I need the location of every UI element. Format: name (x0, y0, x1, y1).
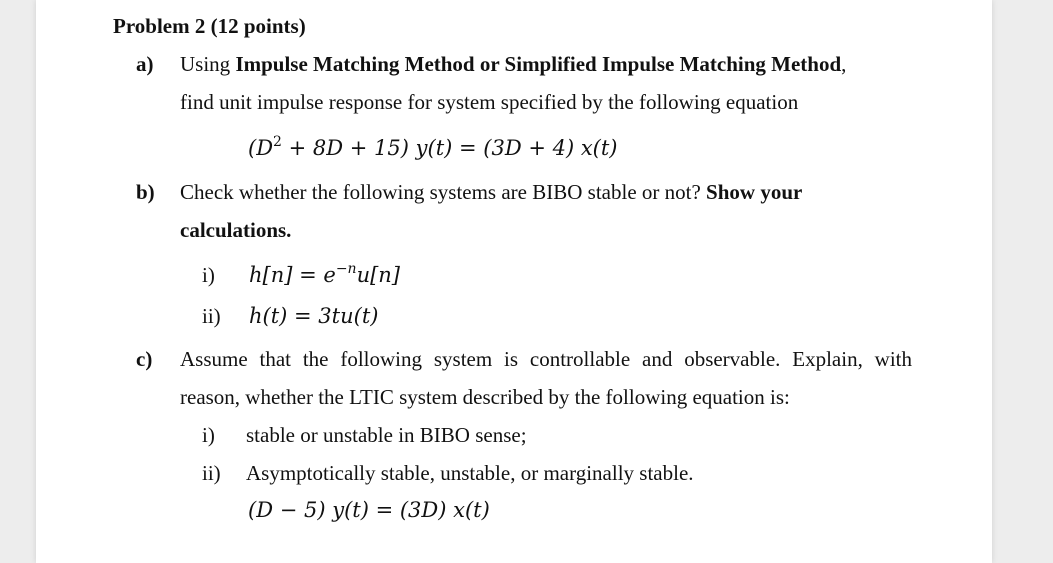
part-c-item-ii-text: Asymptotically stable, unstable, or marginally stable. (246, 461, 694, 485)
part-b-label: b) (136, 180, 155, 204)
part-a-line1 (180, 52, 846, 76)
part-c-item-ii-label: ii) (202, 461, 221, 485)
part-c-item-i-text: stable or unstable in BIBO sense; (246, 423, 527, 447)
part-a-line2: find unit impulse response for system specified by the following equation (180, 90, 799, 114)
part-a-equation (248, 136, 618, 160)
part-b-item-i-expr (249, 263, 400, 287)
part-b-item-i-tail: u[n] (356, 263, 400, 287)
part-b-item-i-exponent: −n (335, 261, 357, 277)
part-a-eq-exponent: 2 (273, 134, 282, 150)
part-b-calculations: calculations. (180, 218, 292, 242)
part-b-item-ii-label: ii) (202, 304, 221, 328)
part-c-label: c) (136, 347, 153, 371)
part-b-item-ii-expr: h(t) = 3tu(t) (249, 304, 379, 328)
part-b-line1 (180, 180, 802, 204)
part-b-show-your: Show your (706, 180, 803, 204)
part-c-item-i-label: i) (202, 423, 215, 447)
document-page (36, 0, 992, 563)
part-a-eq-open: (D (248, 136, 274, 160)
part-c-line2: reason, whether the LTIC system described by the following equation is: (180, 385, 790, 409)
part-c-equation: (D − 5) y(t) = (3D) x(t) (248, 498, 490, 522)
part-a-label: a) (136, 52, 154, 76)
part-a-method-names: Impulse Matching Method or Simplified Impulse Matching Method (235, 52, 842, 76)
part-c-line1: Assume that the following system is controllable and observable. Explain, with (180, 347, 912, 371)
part-b-item-i-base: h[n] = e (249, 263, 336, 287)
part-b-question: Check whether the following systems are BIBO stable or not? (180, 180, 707, 204)
part-a-line1-suffix: , (841, 52, 847, 76)
part-a-line1-prefix: Using (180, 52, 236, 76)
problem-title: Problem 2 (12 points) (113, 14, 306, 38)
part-b-item-i-label: i) (202, 263, 215, 287)
part-a-eq-rest: + 8D + 15) y(t) = (3D + 4) x(t) (281, 136, 618, 160)
